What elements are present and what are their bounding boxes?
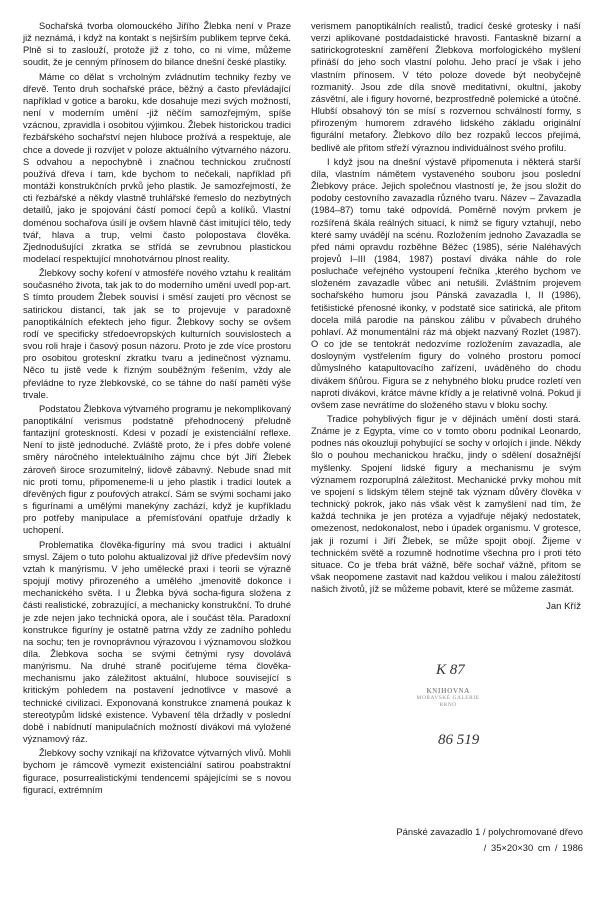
paragraph: Problematika člověka-figuríny má svou tradici i aktuální smysl. Zájem o tuto polohu aktualizoval již dříve především nový vztah k manýrismu. V jeho umělecké praxi i teorii se výrazně spojují motivy přirozeného a umělého ,jmenovitě dokonce i mechanického světa. I u Žlebka bývá socha-figura složena z části realistické, zobrazující, a mechanicky konstrukční. To druhé je zde nejen jako technická opora, ale i součást těla. Paradoxní konstrukce figuríny je ostatně patrna vždy ze zadního pohledu na sochu; ten je rovnoprávnou výrazovou i významovou složkou díla. Žlebkova socha se svými četnými rysy dovolává manýrismu. Na druhé straně pociťujeme téma člověka-mechanismu jako záležitost aktuální, hluboce související s kritickým pohledem na postavení jednotlivce v masové a technické civilizaci. Exponovaná konstrukce znamená poukaz k stereotypům lidské existence. Vybavení těla držadly v poslední době i nabídnutí manipulačních možností divákovi má vyložené významový ráz.	[23, 539, 291, 745]
right-text-column	[311, 20, 581, 614]
artwork-caption	[368, 824, 583, 856]
library-stamp	[408, 662, 498, 762]
stamp-line-1: KNIHOVNA	[426, 687, 470, 695]
paragraph: Žlebkovy sochy vznikají na křižovatce výtvarných vlivů. Mohli bychom je rámcově vymezit existenciální satirou poabstraktní figurace, posurrealistickými tendencemi spájejícími se s novou figurací, extrémním	[23, 748, 291, 795]
paragraph: Tradice pohyblivých figur je v dějinách umění dosti stará. Známe je z Egypta, víme co v tomto oboru podnikal Leonardo, podnes nás okouzluji pohybující se sochy v orlojích i jinde. Někdy šlo o pouhou mechanickou hračku, jindy o sdělení dosažnější myšlenky. Spojení lidské figury a mechanismu je svým významem rozporuplná záležitost. Mechanické prvky mohou mít ve spojení s lidským tělem stejně tak význam důvěry člověka v technický pokrok, jako nás však věst k zamyšlení nad tím, že každá technika je jen protéza a vyjadřuje nějaký nedostatek, omezenost, nedokonalost, nebo i úpadek organismu. V grotesce, jak ji rozumí i Jiří Žlebek, se může spojit obojí. Žijeme v technickém světě a rozumně hodnotíme všechna pro i proti této situace. Co je třeba brát vážně, běře sochař vážně, přitom se však neopomene zastavit nad každou velikou i malou záležitostí našich životů, jíž se můžeme pobavit, které se můžeme zasmát.	[311, 414, 581, 595]
stamp-line-2: MORAVSKÉ GALERIE	[416, 695, 480, 701]
paragraph: Žlebkovy sochy koření v atmosféře nového vztahu k realitám současného života, tak jak to do moderního umění uvedl pop-art. S tímto proudem Žlebek souvisí i směsí zaujetí pro věcnost se satirickou distancí, tak jak se to projevuje v paradoxně panoptikálních efektech jeho figur. Žlebkovy sochy se ovšem rodí ve specificky středoevropských kulturních souvislostech a svou roli hraje i časový posun názoru. Proto je zde více prostoru pro osobitou groteskní zkratku tvaru a jedinečnost významu. Něco tu jistě vede k řízným souběžným řešením, vždy ale převládne to ryze žlebkovské, co se táhne do naší paměti výše trvale.	[23, 268, 291, 400]
handwritten-mark-bottom: 86 519	[438, 732, 480, 748]
caption-line-1: Pánské zavazadlo 1 / polychromované dřevo	[396, 826, 583, 837]
paragraph: Sochařská tvorba olomouckého Jiřího Žlebka není v Praze již neznámá, i když na kontakt s nejširším publikem teprve čeká. Plně si to zaslouží, protože již z toho, co ni víme, můžeme soudit, že je cenným přínosem do bilance dnešní české plastiky.	[23, 21, 291, 68]
paragraph: I když jsou na dnešní výstavě připomenuta i některá starší díla, vlastním námětem vystaveného souboru jsou poslední Žlebkovy práce. Jejich společnou vlastností je, že jsou složit do podoby cestovního zavazadla různého tvaru. Název – Zavazadla (1984–87) tomu také odpovídá. Poměrně novým prvkem je rozšířená škála reálných situací, k nimž se figury vztahují, nebo které samy uvádějí na scénu. Rozložením jednoho Zavazadla se před námi opravdu rozběhne Běžec (1985), série Naléhavých projevů I–III (1984, 1987) postaví diváka náhle do role posluchače veřejného vystoupení řečníka ,kterého bychom ve složeném zavazadle vůbec ani netušili. Zvláštním projevem sochařského humoru jsou Pánská zavazadla I, II (1986), fetišistické přenosné ikonky, v podstatě sice satirická, ale přitom docela milá parodie na pánskou zálibu v půvabech druhého pohlaví. Až monumentální ráz má objekt nazvaný Rozlet (1987). O co jde se tentokrát nedozvíme rozložením zavazadla, ale dosloyným vystřelením figury do volného prostoru pomocí důmyslného katapultovacího zařízení, uváděného do chodu divákem šňůrou. Figura se z nehybného bloku prudce rozletí ven naproti divákovi, krátce mávne křídly a je relativně volná. Pokud ji ovšem zase nevrátíme do složeného stavu v bloku sochy.	[311, 156, 581, 410]
handwritten-mark-top: K 87	[436, 662, 465, 678]
author-signature: Jan Kříž	[546, 601, 581, 613]
paragraph: Máme co dělat s vrcholným zvládnutím techniky řezby ve dřevě. Tento druh sochařské práce, běžný a často převládající například v gotice a baroku, kde dosahuje mezi svých možností, není v moderním umění -již něčím samozřejmým, spíše vzácnou, zpravidla i osobitou výjimkou. Žlebek historickou tradici řezbářského sochařství nejen hluboce prožívá a respektuje, ale chce a dovede ji rozvíjet v poloze aktuálního výtvarného názoru. S odvahou a nepochybně i značnou technickou zručností používá dřeva i tam, kde bychom to nečekali, například při montáži konstrukčních prvků jeho plastik. Je samozřejmostí, že cti řezbářské a někdy vlastně truhlářské řemeslo do nezbytných detailů, jako je spojování částí pomocí čepů a kolíků. Vlastní doménou sochařova úsilí je ovšem hlavně část imitující tělo, tedy tvář, hlava a trup, velmi často polopostava člověka. Zjednodušující zkratka se střídá se zevrubnou plastickou modelací respektující mnohotvárnou plnost reality.	[23, 71, 291, 264]
stamp-line-3: BRNO	[439, 702, 457, 708]
caption-line-2: / 35×20×30 cm / 1986	[483, 842, 583, 853]
stamp-box	[414, 688, 482, 718]
paragraph: verismem panoptikálních realistů, tradicí české grotesky i naší verzi aplikované postdadaistické hravosti. Fantaskně bizarní a satirickogroteskní zaměření Žlebkova morfologického myšlení přináší do jeho soch vlastní polohu. Jeho prací je však i jeho vlastním přínosem. V této poloze dovede být neobyčejně rozmanitý. Jsou zde díla snově meditativní, okultní, jakoby zásvětní, ale i figury hovorné, bezprostředně polemické a útočné. Hlubší obsahový tón se mísí s rozvernou schválností formy, s přirozeným humorem zdravého lidského základu originální figurální metafory. Žlebkovo dílo bez rozpaků leccos přejímá, bedlivě ale přitom střeží výraznou individuálnost svého profilu.	[311, 21, 581, 153]
paragraph: Podstatou Žlebkova výtvarného programu je nekomplikovaný panoptikální verismus podstatně přehodnocený přeludně fantazijní groteskností. Kdesi v pozadí je existenciální reflexe. Není to jistě jednoduché. Zvláště proto, že i přes dobře volené směry náročného intelektuálního zájmu chce být Jiří Žlebek zároveň široce srozumitelný, lidově zábavný. Nebude snad mít nic proti tomu, připomeneme-li u jeho plastik i tradici loutek a dřevěných figur z poufových atrakcí. Sám se svými sochami jako s figurínami a umělými manekýny zachází, když je kupříkladu pro potřeby manipulace a přemísťování opatřuje držadly k uchopení.	[23, 403, 291, 536]
left-text-column	[23, 20, 291, 798]
